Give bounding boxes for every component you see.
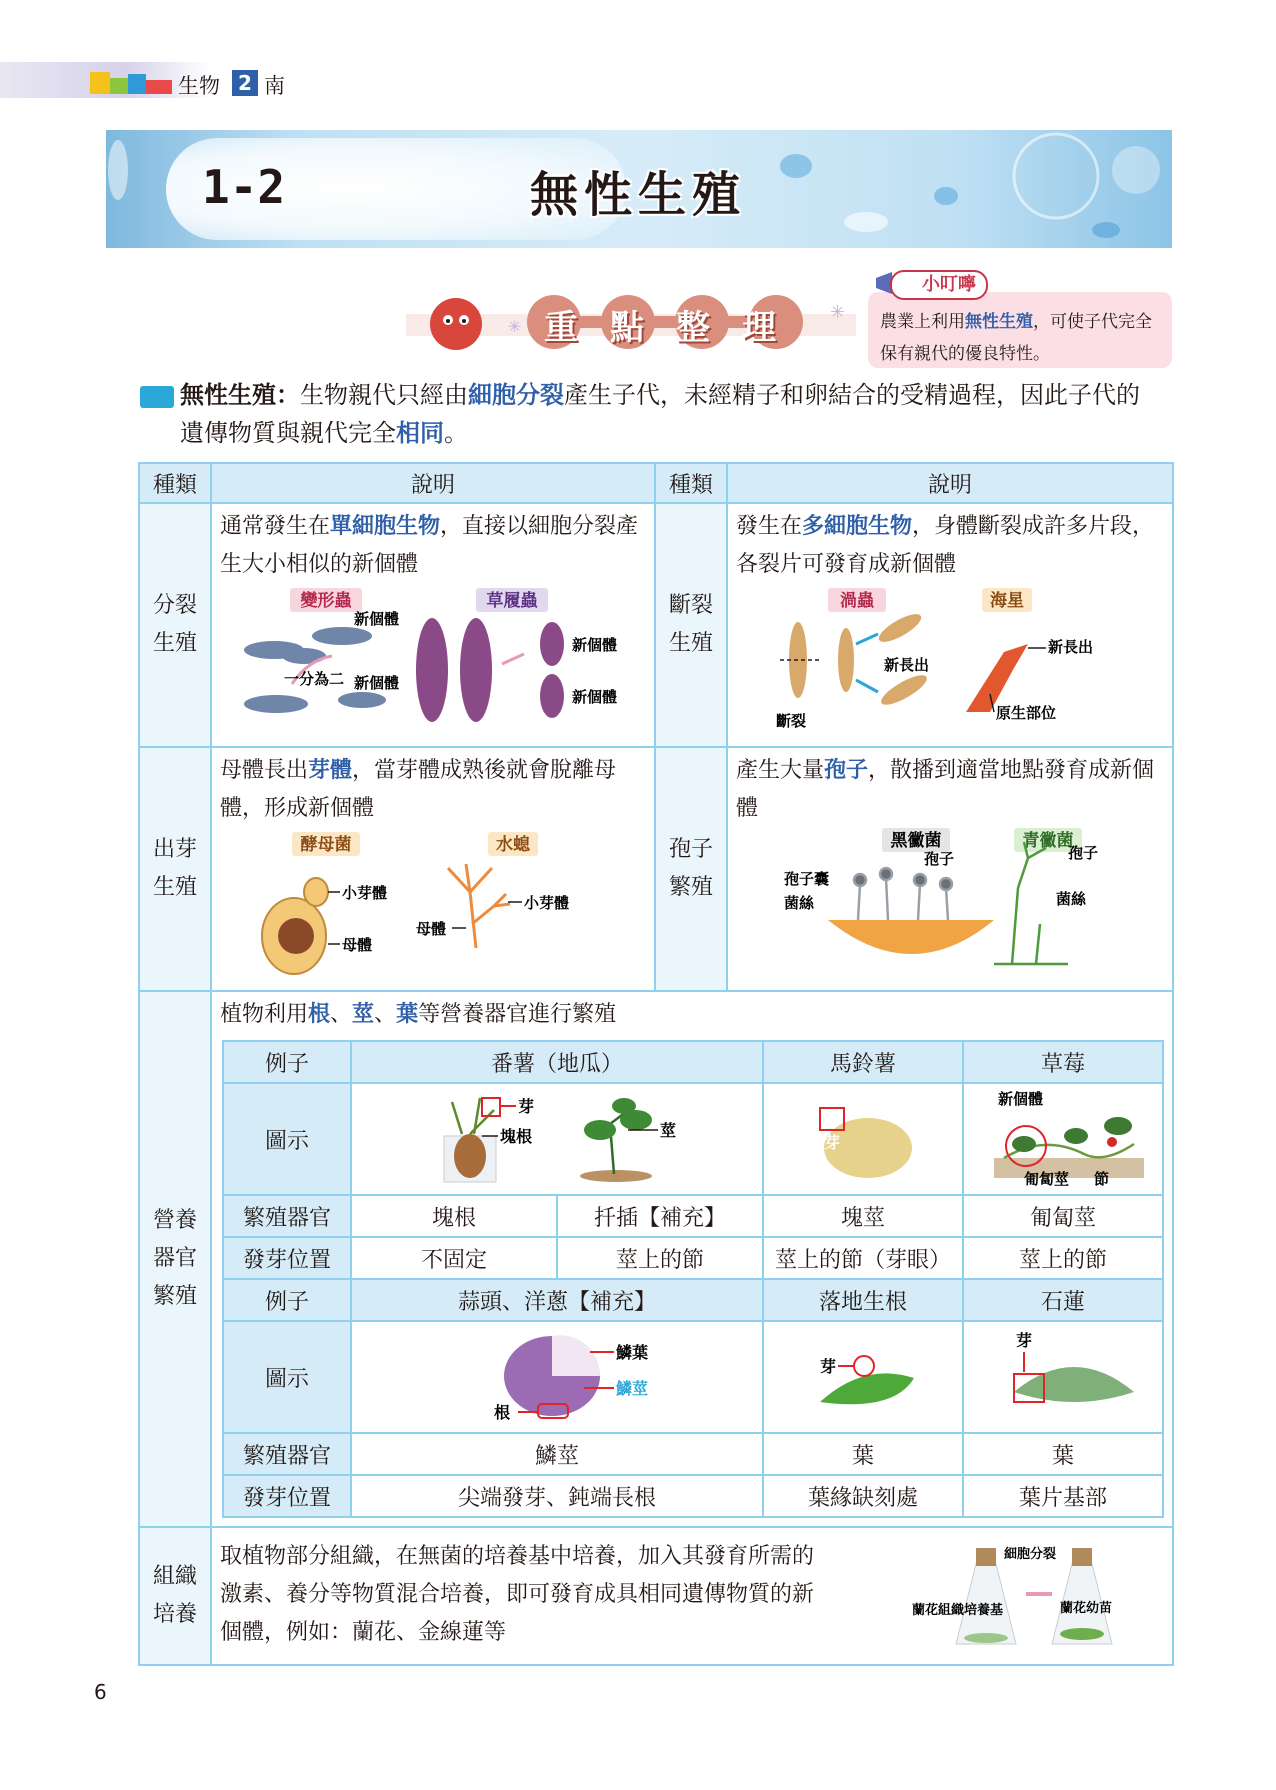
starfish-drawing (966, 644, 1028, 712)
header-subject: 生物 (178, 74, 220, 98)
label-spore-2: 孢子 (1068, 844, 1099, 862)
label-regrow-1: 新長出 (884, 656, 930, 674)
position-sweet-potato-root: 不固定 (351, 1237, 557, 1279)
header-edition: 南 (264, 74, 285, 98)
header-grade-badge: 2 (232, 70, 258, 96)
table-row (139, 1527, 1173, 1665)
example-strawberry: 草莓 (963, 1041, 1163, 1083)
vegetative-leaf: 葉 (396, 1002, 419, 1027)
svg-text:✳: ✳ (508, 317, 522, 336)
tip-text-pre: 農業上利用 (880, 312, 965, 332)
desc-budding (211, 747, 655, 991)
type-fission (139, 503, 211, 747)
tissue-culture-text: 取植物部分組織，在無菌的培養基中培養，加入其發育所需的激素、養分等物質混合培養，即可發育成具相同遺傳物質的新個體，例如：蘭花、金線蓮等 (220, 1544, 815, 1645)
label-tuberous-root: 塊根 (500, 1127, 533, 1146)
svg-text:✳: ✳ (830, 302, 846, 323)
table-row (223, 1041, 1163, 1083)
label-small-bud-1: 小芽體 (342, 884, 388, 902)
label-new-individual-4: 新個體 (572, 688, 618, 706)
definition-marker (140, 386, 174, 408)
definition-paragraph (180, 376, 1160, 452)
label-new-individual-1: 新個體 (354, 610, 400, 628)
fragmentation-text-pre: 發生在 (736, 514, 803, 539)
position-garlic-onion: 尖端發芽、鈍端長根 (351, 1475, 763, 1517)
type-tissue-culture-label: 組織培養 (152, 1564, 197, 1627)
organ-sweet-potato-cutting: 扦插【補充】 (557, 1195, 763, 1237)
organ-echeveria: 葉 (963, 1433, 1163, 1475)
row-label-figure-2: 圖示 (223, 1321, 351, 1433)
definition-highlight-2: 相同 (396, 419, 444, 447)
chapter-number: 1-2 (202, 160, 286, 214)
type-vegetative-label: 營養器官繁殖 (152, 1208, 197, 1309)
row-label-organ-2: 繁殖器官 (223, 1433, 351, 1475)
row-label-position: 發芽位置 (223, 1237, 351, 1279)
table-row (223, 1195, 1163, 1237)
label-split-in-two: 一分為二 (284, 670, 345, 688)
table-row (223, 1475, 1163, 1517)
spore-figure (728, 828, 1170, 986)
example-sweet-potato: 番薯（地瓜） (351, 1041, 763, 1083)
definition-highlight-1: 細胞分裂 (468, 381, 564, 409)
label-parent-2: 母體 (416, 920, 447, 938)
label-hypha-1: 菌絲 (784, 894, 815, 912)
table-row (223, 1433, 1163, 1475)
vegetative-table (222, 1040, 1164, 1518)
definition-text-2: 產生子代，未經精子和卵結合的受精過程，因此子代的遺傳物質與親代完全 (180, 381, 1140, 447)
chapter-title: 無性生殖 (530, 167, 747, 223)
figure-potato (763, 1083, 963, 1195)
asexual-reproduction-table (138, 462, 1172, 1666)
fragmentation-text-highlight: 多細胞生物 (802, 514, 913, 539)
budding-text-highlight: 芽體 (308, 758, 353, 783)
label-paramecium: 草履蟲 (486, 591, 538, 611)
label-sporangium: 孢子囊 (784, 870, 830, 888)
label-yeast: 酵母菌 (300, 835, 352, 855)
label-sweet-potato-stem: 莖 (660, 1121, 677, 1140)
type-spore (655, 747, 727, 991)
type-fission-label: 分裂生殖 (152, 593, 197, 656)
table-row (139, 747, 1173, 991)
fission-text-pre: 通常發生在 (220, 514, 331, 539)
header-desc-1: 說明 (211, 463, 655, 503)
position-potato: 莖上的節（芽眼） (763, 1237, 963, 1279)
strawberry-figure (964, 1084, 1162, 1188)
position-sweet-potato-cutting: 莖上的節 (557, 1237, 763, 1279)
label-penicillium: 青黴菌 (1022, 831, 1074, 851)
desc-tissue-culture (211, 1527, 1173, 1665)
figure-strawberry (963, 1083, 1163, 1195)
label-regrow-2: 新長出 (1048, 638, 1094, 656)
row-label-position-2: 發芽位置 (223, 1475, 351, 1517)
vegetative-intro-post: 等營養器官進行繁殖 (418, 1002, 617, 1027)
vegetative-stem: 莖 (352, 1002, 375, 1027)
figure-sweet-potato (351, 1083, 763, 1195)
budding-figure (212, 828, 652, 986)
label-cell-division: 細胞分裂 (1004, 1547, 1057, 1562)
paramecium-drawing (416, 618, 564, 722)
vegetative-root: 根 (308, 1002, 331, 1027)
spore-text-highlight: 孢子 (824, 758, 869, 783)
desc-fission (211, 503, 655, 747)
tip-text-highlight: 無性生殖 (965, 312, 1033, 332)
type-budding-label: 出芽生殖 (152, 837, 197, 900)
type-tissue-culture (139, 1527, 211, 1665)
label-new-individual-3: 新個體 (572, 636, 618, 654)
table-row (139, 991, 1173, 1527)
type-fragmentation-label: 斷裂生殖 (668, 593, 713, 656)
label-original-part: 原生部位 (996, 704, 1057, 722)
potato-figure (764, 1084, 964, 1188)
position-strawberry: 莖上的節 (963, 1237, 1163, 1279)
type-vegetative (139, 991, 211, 1527)
figure-bryophyllum (763, 1321, 963, 1433)
label-runner: 匍匐莖 (1024, 1170, 1070, 1188)
table-row (223, 1321, 1163, 1433)
desc-fragmentation-text (728, 504, 1172, 584)
figure-echeveria (963, 1321, 1163, 1433)
organ-bryophyllum: 葉 (763, 1433, 963, 1475)
organ-strawberry: 匍匐莖 (963, 1195, 1163, 1237)
desc-spore-text (728, 748, 1172, 828)
echeveria-figure (964, 1322, 1162, 1426)
budding-text-pre: 母體長出 (220, 758, 309, 783)
desc-vegetative (211, 991, 1173, 1527)
fragmentation-figure (728, 584, 1170, 742)
definition-text-3: 。 (444, 419, 468, 447)
label-hydra: 水螅 (496, 835, 530, 855)
label-orchid-seedling: 蘭花幼苗 (1060, 1601, 1113, 1616)
desc-budding-text (212, 748, 654, 828)
fission-text-post: ，直接以細胞分裂產生大小相似的新個體 (220, 514, 639, 577)
position-bryophyllum: 葉緣缺刻處 (763, 1475, 963, 1517)
label-potato-bud: 芽 (824, 1133, 841, 1152)
publisher-logo (88, 68, 174, 98)
vegetative-sep-1: 、 (330, 1002, 353, 1027)
sweet-potato-figure (352, 1084, 762, 1188)
desc-fragmentation (727, 503, 1173, 747)
label-small-bud-2: 小芽體 (524, 894, 570, 912)
table-row (139, 503, 1173, 747)
table-row (223, 1083, 1163, 1195)
example-potato: 馬鈴薯 (763, 1041, 963, 1083)
bread-mold-drawing (854, 868, 952, 920)
label-bulb: 鱗莖 (616, 1379, 649, 1398)
definition-term: 無性生殖： (180, 381, 300, 409)
bread-drawing (828, 920, 994, 954)
vegetative-intro (212, 992, 1172, 1034)
label-bread-mold: 黑黴菌 (890, 831, 942, 851)
desc-fission-text (212, 504, 654, 584)
yeast-drawing (262, 878, 328, 974)
desc-spore (727, 747, 1173, 991)
spore-text-post: ，散播到適當地點發育成新個體 (736, 758, 1155, 821)
type-fragmentation (655, 503, 727, 747)
label-bryophyllum-bud: 芽 (820, 1357, 837, 1376)
example-echeveria: 石蓮 (963, 1279, 1163, 1321)
label-parent-1: 母體 (342, 936, 373, 954)
tissue-culture-figure (912, 1534, 1152, 1658)
tip-label: 小叮嚀 (890, 270, 988, 300)
fission-text-highlight: 單細胞生物 (330, 514, 441, 539)
row-label-example: 例子 (223, 1041, 351, 1083)
label-hypha-2: 菌絲 (1056, 890, 1087, 908)
label-onion-root: 根 (494, 1403, 511, 1422)
organ-potato: 塊莖 (763, 1195, 963, 1237)
spore-text-pre: 產生大量 (736, 758, 825, 783)
label-amoeba: 變形蟲 (300, 591, 352, 611)
row-label-organ: 繁殖器官 (223, 1195, 351, 1237)
key-points-title: 重點整理 (544, 308, 808, 348)
type-budding (139, 747, 211, 991)
position-echeveria: 葉片基部 (963, 1475, 1163, 1517)
key-points-heading (406, 286, 856, 362)
vegetative-sep-2: 、 (374, 1002, 397, 1027)
fission-figure (212, 584, 652, 742)
example-bryophyllum: 落地生根 (763, 1279, 963, 1321)
table-row (223, 1279, 1163, 1321)
budding-text-post: ，當芽體成熟後就會脫離母體，形成新個體 (220, 758, 617, 821)
bryophyllum-figure (764, 1322, 964, 1426)
label-spore-1: 孢子 (924, 850, 955, 868)
example-garlic-onion: 蒜頭、洋蔥【補充】 (351, 1279, 763, 1321)
table-row (223, 1237, 1163, 1279)
tip-text (880, 306, 1164, 370)
figure-onion (351, 1321, 763, 1433)
page-number: 6 (94, 1680, 107, 1704)
table-header-row (139, 463, 1173, 503)
tip-text-post: ，可使子代完全保有親代的優良特性。 (880, 312, 1152, 364)
vegetative-intro-pre: 植物利用 (220, 1002, 309, 1027)
organ-garlic-onion: 鱗莖 (351, 1433, 763, 1475)
onion-figure (352, 1322, 762, 1426)
row-label-example-2: 例子 (223, 1279, 351, 1321)
label-orchid-culture: 蘭花組織培養基 (912, 1603, 1004, 1618)
organ-sweet-potato-root: 塊根 (351, 1195, 557, 1237)
definition-text-1: 生物親代只經由 (300, 381, 468, 409)
header-desc-2: 說明 (727, 463, 1173, 503)
header-type-2: 種類 (655, 463, 727, 503)
label-node: 節 (1094, 1170, 1110, 1188)
row-label-figure: 圖示 (223, 1083, 351, 1195)
label-planaria: 渦蟲 (840, 591, 874, 611)
label-new-plant: 新個體 (998, 1090, 1044, 1108)
header-type-1: 種類 (139, 463, 211, 503)
label-starfish: 海星 (990, 591, 1024, 611)
label-new-individual-2: 新個體 (354, 674, 400, 692)
label-break: 斷裂 (776, 712, 807, 730)
chapter-banner (106, 130, 1172, 248)
type-spore-label: 孢子繁殖 (668, 837, 713, 900)
label-sweet-potato-bud: 芽 (518, 1097, 535, 1116)
hydra-drawing (448, 864, 510, 948)
label-echeveria-bud: 芽 (1016, 1331, 1033, 1350)
fragmentation-text-post: ，身體斷裂成許多片段，各裂片可發育成新個體 (736, 514, 1155, 577)
label-scale-leaf: 鱗葉 (616, 1343, 649, 1362)
